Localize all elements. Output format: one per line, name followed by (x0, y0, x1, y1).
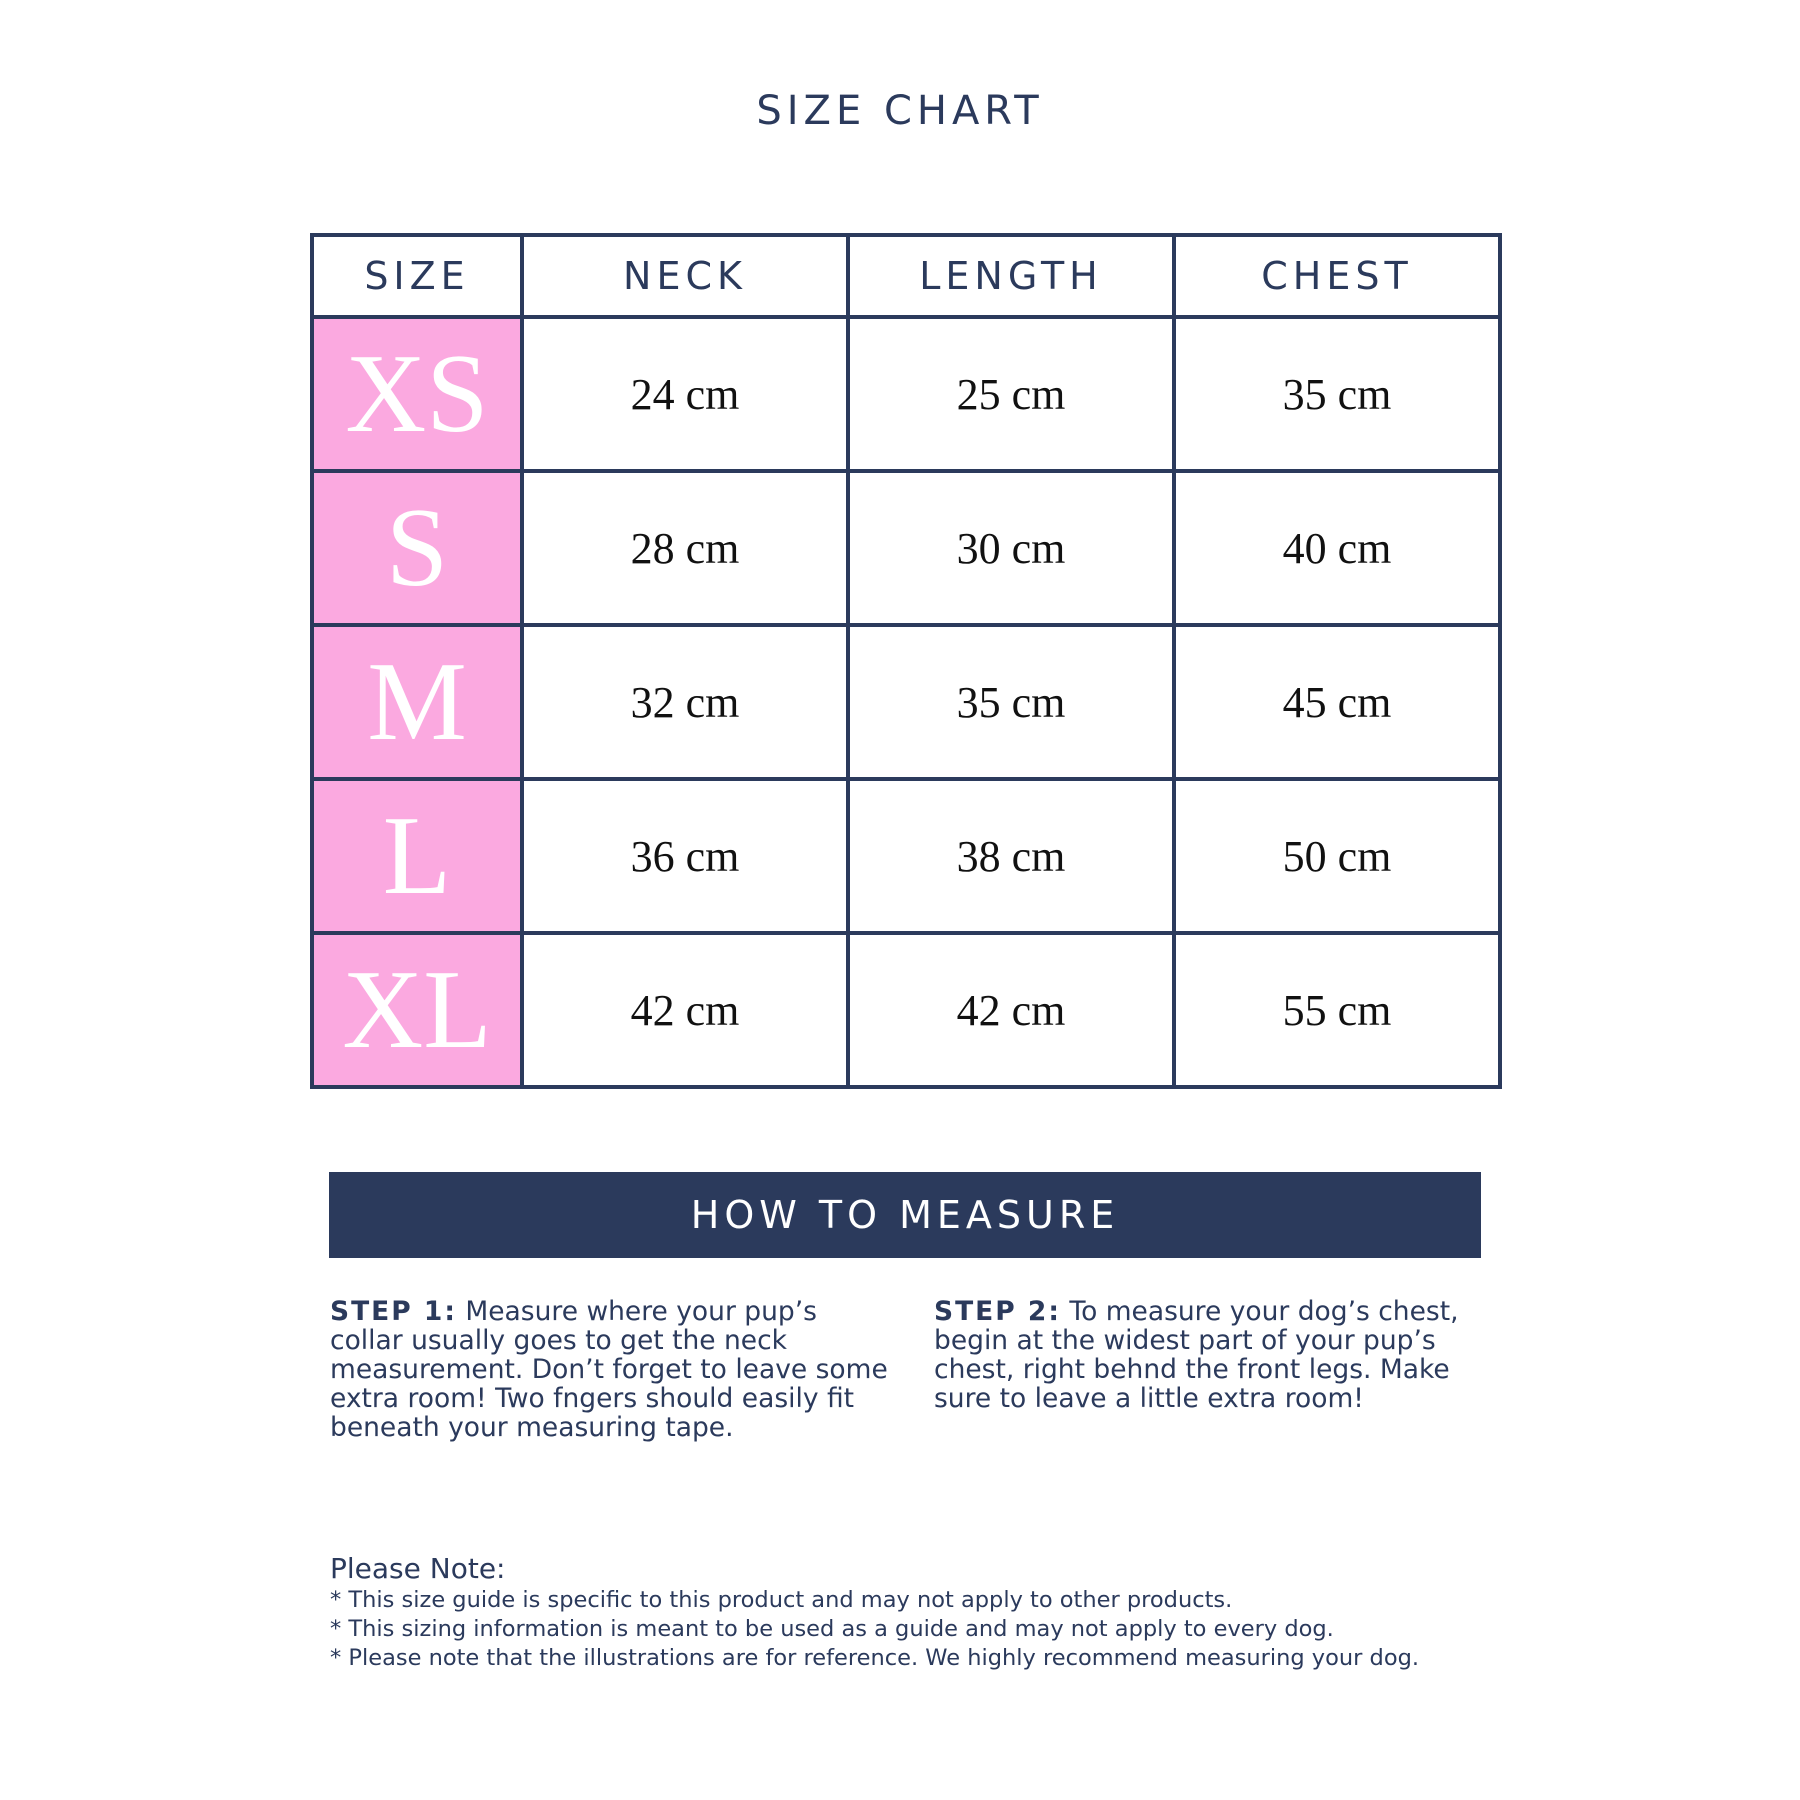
size-label: S (312, 471, 522, 625)
chest-value: 50 cm (1174, 779, 1500, 933)
header-length: LENGTH (848, 235, 1174, 317)
step-2-text: To measure your dog’s chest, begin at the widest part of your pup’s chest, right behnd the front legs. Make sure to leave a little extra room! (934, 1296, 1459, 1414)
table-row (312, 471, 1500, 625)
how-to-measure-heading: HOW TO MEASURE (690, 1193, 1120, 1237)
size-label: M (312, 625, 522, 779)
header-neck: NECK (522, 235, 848, 317)
size-table (310, 233, 1502, 1089)
step-1-instructions (330, 1297, 890, 1442)
header-chest: CHEST (1174, 235, 1500, 317)
chest-value: 45 cm (1174, 625, 1500, 779)
chest-value: 35 cm (1174, 317, 1500, 471)
size-label: XS (312, 317, 522, 471)
table-row (312, 779, 1500, 933)
neck-value: 28 cm (522, 471, 848, 625)
step-2-label: STEP 2: (934, 1296, 1061, 1327)
header-size: SIZE (312, 235, 522, 317)
table-header-row (312, 235, 1500, 317)
table-row (312, 317, 1500, 471)
note-line: * Please note that the illustrations are for reference. We highly recommend measuring your dog. (330, 1645, 1420, 1671)
size-label: L (312, 779, 522, 933)
step-1-label: STEP 1: (330, 1296, 457, 1327)
chest-value: 40 cm (1174, 471, 1500, 625)
length-value: 38 cm (848, 779, 1174, 933)
step-1-text: Measure where your pup’s collar usually goes to get the neck measurement. Don’t forget to leave some extra room! Two fngers should easily fit beneath your measuring tape. (330, 1296, 888, 1443)
how-to-measure-banner (329, 1172, 1481, 1258)
neck-value: 42 cm (522, 933, 848, 1087)
note-heading: Please Note: (330, 1552, 506, 1585)
length-value: 42 cm (848, 933, 1174, 1087)
step-2-instructions (934, 1297, 1494, 1413)
chest-value: 55 cm (1174, 933, 1500, 1087)
length-value: 35 cm (848, 625, 1174, 779)
neck-value: 36 cm (522, 779, 848, 933)
size-label: XL (312, 933, 522, 1087)
table-row (312, 625, 1500, 779)
table-row (312, 933, 1500, 1087)
length-value: 25 cm (848, 317, 1174, 471)
neck-value: 24 cm (522, 317, 848, 471)
note-line: * This sizing information is meant to be used as a guide and may not apply to every dog. (330, 1616, 1334, 1642)
note-line: * This size guide is specific to this product and may not apply to other products. (330, 1587, 1233, 1613)
please-note-section (330, 1552, 1530, 1673)
neck-value: 32 cm (522, 625, 848, 779)
length-value: 30 cm (848, 471, 1174, 625)
page-title: SIZE CHART (756, 88, 1044, 134)
